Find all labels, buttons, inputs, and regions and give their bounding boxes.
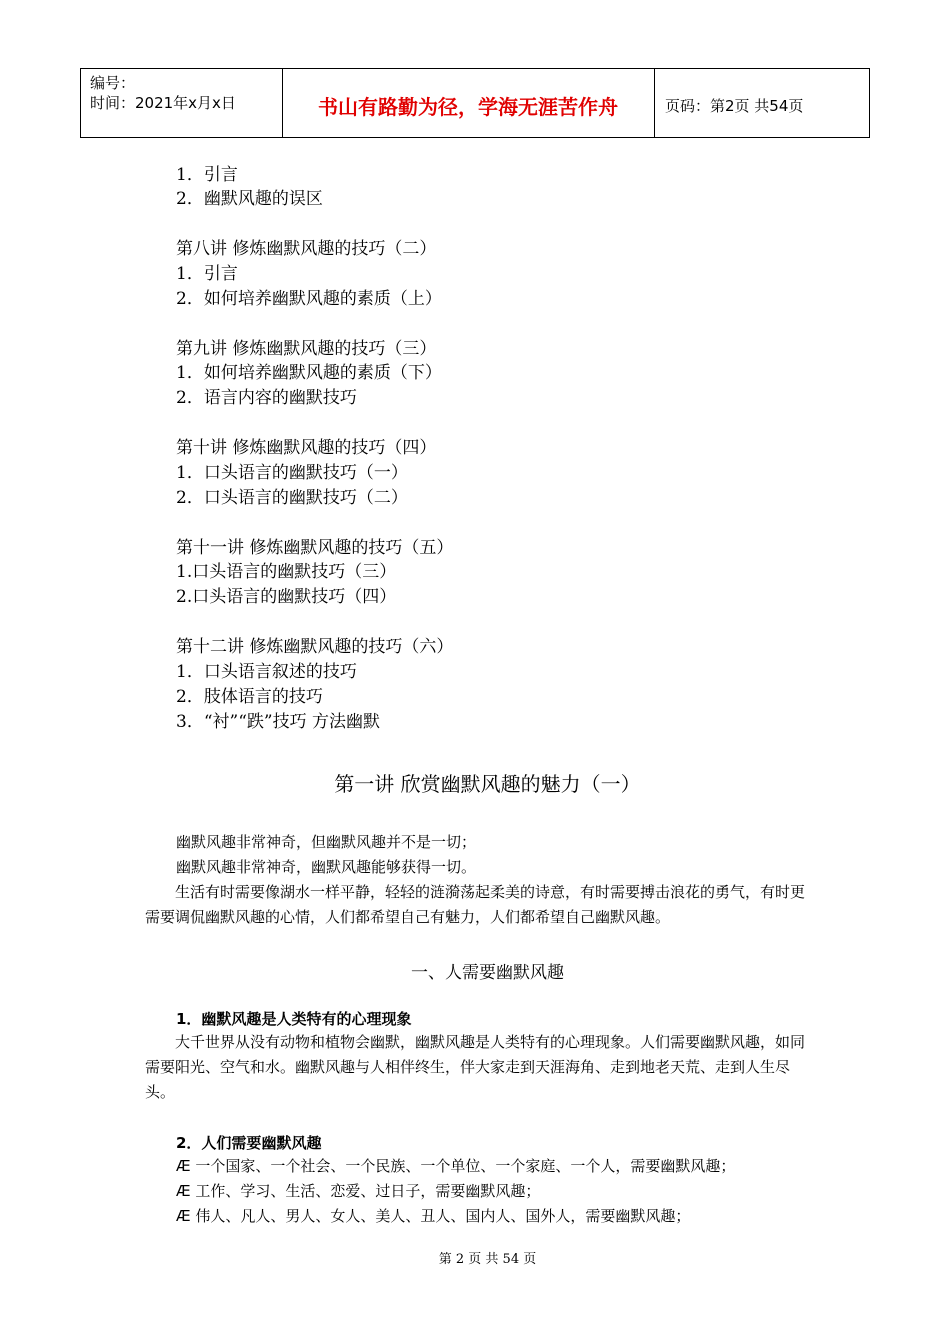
bullet-marker: Æ (176, 1157, 191, 1175)
toc-item: 1．引言 (176, 264, 238, 284)
subsection-title: 2．人们需要幽默风趣 (176, 1134, 322, 1152)
header-divider (80, 69, 81, 137)
bullet-text: 伟人、凡人、男人、女人、美人、丑人、国内人、国外人，需要幽默风趣； (195, 1207, 691, 1225)
intro-line: 幽默风趣非常神奇，但幽默风趣并不是一切； (176, 833, 477, 851)
page-footer: 第 2 页 共 54 页 (438, 1252, 537, 1267)
toc-item: 1．引言 (176, 165, 238, 185)
toc-lecture-title: 第十二讲 修炼幽默风趣的技巧（六） (176, 637, 454, 657)
header-date-label: 时间：2021年x月x日 (90, 94, 236, 112)
toc-lecture-title: 第八讲 修炼幽默风趣的技巧（二） (176, 239, 437, 259)
toc-item: 2．语言内容的幽默技巧 (176, 388, 357, 408)
toc-item: 2．口头语言的幽默技巧（二） (176, 488, 408, 508)
toc-item: 2．幽默风趣的误区 (176, 189, 323, 209)
chapter-title: 第一讲 欣赏幽默风趣的魅力（一） (334, 772, 641, 796)
bullet-text: 工作、学习、生活、恋爱、过日子，需要幽默风趣； (195, 1182, 541, 1200)
toc-item: 2．如何培养幽默风趣的素质（上） (176, 289, 442, 309)
bullet-marker: Æ (176, 1182, 191, 1200)
toc-item: 2.口头语言的幽默技巧（四） (176, 587, 397, 607)
toc-item: 1．口头语言叙述的技巧 (176, 662, 357, 682)
toc-item: 3．“衬”“跌”技巧 方法幽默 (176, 712, 380, 732)
toc-item: 1．如何培养幽默风趣的素质（下） (176, 363, 442, 383)
header-motto: 书山有路勤为径，学海无涯苦作舟 (318, 95, 618, 119)
header-number-label: 编号： (90, 74, 136, 92)
toc-item: 2．肢体语言的技巧 (176, 687, 323, 707)
subsection-paragraph: 大千世界从没有动物和植物会幽默，幽默风趣是人类特有的心理现象。人们需要幽默风趣，如同需要阳光、空气和水。幽默风趣与人相伴终生，伴大家走到天涯海角、走到地老天荒、走到人生尽头。 (145, 1033, 806, 1101)
bullet-item (176, 1179, 540, 1204)
bullet-item (176, 1204, 690, 1229)
toc-item: 1.口头语言的幽默技巧（三） (176, 562, 397, 582)
header-divider (654, 69, 655, 137)
header-divider (869, 69, 870, 137)
bullet-text: 一个国家、一个社会、一个民族、一个单位、一个家庭、一个人，需要幽默风趣； (195, 1157, 736, 1175)
subsection-title: 1．幽默风趣是人类特有的心理现象 (176, 1010, 412, 1028)
header-page-label: 页码：第2页 共54页 (665, 97, 804, 115)
toc-lecture-title: 第十讲 修炼幽默风趣的技巧（四） (176, 438, 437, 458)
intro-paragraph: 生活有时需要像湖水一样平静，轻轻的涟漪荡起柔美的诗意，有时需要搏击浪花的勇气，有时更需要调侃幽默风趣的心情，人们都希望自己有魅力，人们都希望自己幽默风趣。 (145, 883, 806, 926)
toc-lecture-title: 第九讲 修炼幽默风趣的技巧（三） (176, 339, 437, 359)
page-header (80, 68, 870, 138)
bullet-marker: Æ (176, 1207, 191, 1225)
section-title: 一、人需要幽默风趣 (411, 963, 564, 983)
intro-line: 幽默风趣非常神奇，幽默风趣能够获得一切。 (176, 858, 477, 876)
toc-lecture-title: 第十一讲 修炼幽默风趣的技巧（五） (176, 538, 454, 558)
toc-item: 1．口头语言的幽默技巧（一） (176, 463, 408, 483)
header-meta (90, 73, 236, 113)
bullet-item (176, 1154, 735, 1179)
